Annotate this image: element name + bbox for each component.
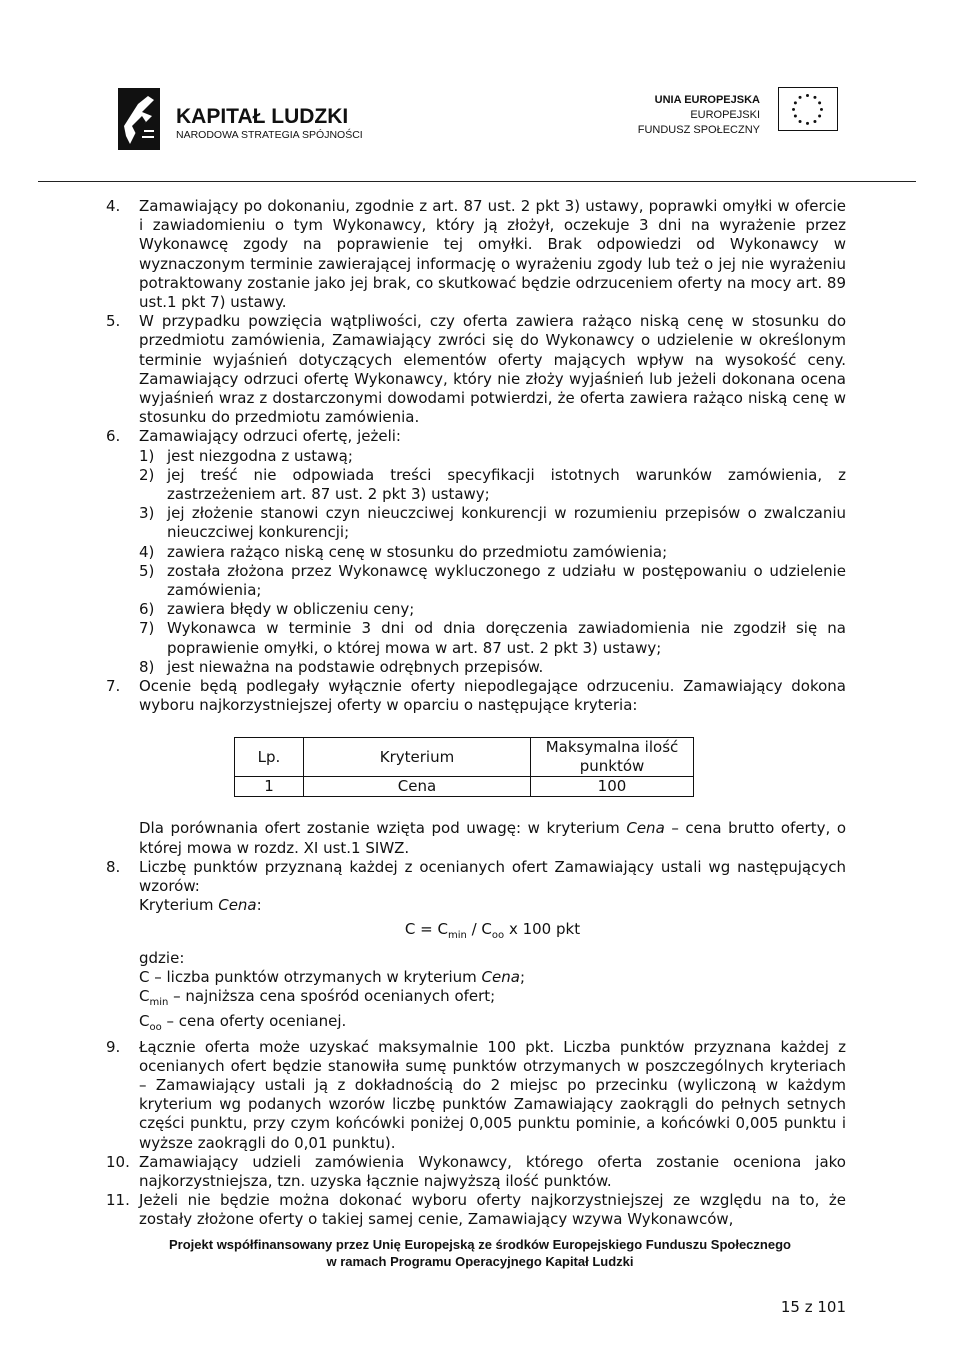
subitem-text: jej złożenie stanowi czyn nieuczciwej konkurencji w rozumieniu przepisów o zwalczaniu nieuczciwej konkurencji; xyxy=(167,504,846,542)
footer-line-2: w ramach Programu Operacyjnego Kapitał Ludzki xyxy=(326,1254,634,1269)
item-8 xyxy=(106,858,846,916)
item-number: 9. xyxy=(106,1037,121,1056)
subitem-1 xyxy=(139,447,846,466)
item-9 xyxy=(106,1038,846,1153)
subitem-number: 3) xyxy=(139,504,155,523)
criterion-label-em: Cena xyxy=(218,896,257,915)
subitem-number: 5) xyxy=(139,561,155,580)
item-number: 8. xyxy=(106,857,121,876)
eu-title: UNIA EUROPEJSKA xyxy=(654,94,760,106)
item-number: 4. xyxy=(106,197,121,215)
item-number: 7. xyxy=(106,677,121,696)
table-header-max-points: Maksymalna ilość punktów xyxy=(531,738,694,777)
subitem-text: została złożona przez Wykonawcę wykluczonego z udziału w postępowaniu o udzielenie zamówienia; xyxy=(167,561,846,600)
subitem-number: 2) xyxy=(139,465,155,484)
page-number: 15 z 101 xyxy=(780,1298,846,1316)
comparison-note xyxy=(106,819,846,857)
subitem-number: 4) xyxy=(139,542,155,561)
note-text-em: Cena xyxy=(626,819,665,838)
definition-coo-c: C xyxy=(139,1012,150,1031)
definition-c-post: ; xyxy=(519,967,526,986)
definition-cmin-c: C xyxy=(139,987,150,1006)
footer xyxy=(0,1236,960,1270)
footer-line-1: Projekt współfinansowany przez Unię Europejską ze środków Europejskiego Funduszu Społecznego xyxy=(169,1237,791,1252)
header-divider xyxy=(38,181,916,182)
gdzie-label: gdzie: xyxy=(139,948,185,967)
item-text: W przypadku powzięcia wątpliwości, czy oferta zawiera rażąco niską cenę w stosunku do przedmiotu zamówienia, Zamawiający zwróci się do Wykonawcy o udzielenie w określonym terminie wyjaśnień dotyczących elementów oferty mających wpływ na wysokość ceny. Zamawiający odrzuci ofertę Wykonawcy, który nie złoży wyjaśnień lub jeżeli dokonana ocena wyjaśnień wraz z dostarczonymi dowodami potwierdzi, że oferta zawiera rażąco niską cenę w stosunku do przedmiotu zamówienia. xyxy=(139,312,846,427)
definition-cmin-text: – najniższa cena spośród ocenianych ofert; xyxy=(168,987,496,1006)
formula-rest: x 100 pkt xyxy=(504,919,581,938)
subitem-text: zawiera błędy w obliczeniu ceny; xyxy=(167,600,415,619)
item-number: 11. xyxy=(106,1191,130,1210)
item-text: Zamawiający po dokonaniu, zgodnie z art. 87 ust. 2 pkt 3) ustawy, poprawki omyłki w ofercie i zawiadomieniu o tym Wykonawcy, który ją złożył, oczekuje 3 dni na wyrażenie przez Wykonawcę zgody na poprawienie tej omyłki. Brak odpowiedzi od Wykonawcy w wyznaczonym terminie zawierającej informację o wyrażeniu zgody lub też o jej nie wyrażeniu potraktowany zostanie jako jej brak, co skutkować będzie odrzuceniem oferty na mocy art. 89 ust.1 pkt 7) ustawy. xyxy=(139,197,846,312)
table-header-criterion: Kryterium xyxy=(304,738,531,777)
formula-slash: / C xyxy=(466,919,492,938)
subitem-number: 7) xyxy=(139,619,155,638)
item-11 xyxy=(106,1191,846,1229)
definition-cmin-sub: min xyxy=(149,997,169,1009)
definition-c-em: Cena xyxy=(481,967,520,986)
subitem-text: jej treść nie odpowiada treści specyfikacji istotnych warunków zamówienia, z zastrzeżeniem art. 87 ust. 2 pkt 3) ustawy; xyxy=(167,465,846,504)
note-text-post: – cena brutto oferty, o której mowa w rozdz. XI ust.1 SIWZ. xyxy=(139,819,846,857)
subitem-text: jest niezgodna z ustawą; xyxy=(167,446,353,465)
item-7 xyxy=(106,677,846,715)
table-row xyxy=(235,777,694,797)
item-text: Jeżeli nie będzie można dokonać wyboru oferty najkorzystniejszej ze względu na to, że zostały złożone oferty o takiej samej cenie, Zamawiający wzywa Wykonawców, xyxy=(139,1191,846,1229)
item-text: Ocenie będą podlegały wyłącznie oferty niepodlegające odrzuceniu. Zamawiający dokona wyboru najkorzystniejszej oferty w oparciu o następujące kryteria: xyxy=(139,677,846,715)
definitions xyxy=(106,949,846,1038)
item-number: 5. xyxy=(106,312,121,331)
subitem-number: 6) xyxy=(139,600,155,619)
kapital-ludzki-subtitle: NARODOWA STRATEGIA SPÓJNOŚCI xyxy=(176,129,363,141)
eu-line2: EUROPEJSKI xyxy=(690,109,760,121)
subitem-number: 1) xyxy=(139,446,155,465)
subitem-2 xyxy=(139,466,846,504)
document-body xyxy=(106,197,846,1230)
definition-coo xyxy=(139,1012,846,1037)
item-number: 6. xyxy=(106,427,121,446)
subitem-number: 8) xyxy=(139,657,155,676)
subitem-4 xyxy=(139,543,846,562)
item-4 xyxy=(106,197,846,312)
definition-cmin xyxy=(139,987,846,1012)
item-number: 10. xyxy=(106,1152,130,1171)
subitem-5 xyxy=(139,562,846,600)
subitem-3 xyxy=(139,504,846,542)
criterion-label-pre: Kryterium xyxy=(139,896,219,915)
definition-coo-sub: oo xyxy=(149,1022,162,1034)
eu-flag-icon xyxy=(778,87,838,131)
item-10 xyxy=(106,1153,846,1191)
subitem-text: jest nieważna na podstawie odrębnych przepisów. xyxy=(167,657,544,676)
criteria-table xyxy=(234,737,694,797)
note-text-pre: Dla porównania ofert zostanie wzięta pod uwagę: w kryterium xyxy=(139,819,627,838)
kapital-ludzki-emblem-icon xyxy=(116,86,162,152)
eu-line3: FUNDUSZ SPOŁECZNY xyxy=(637,124,760,136)
table-header-row xyxy=(235,738,694,777)
criterion-label-post: : xyxy=(256,896,262,915)
item-text: Łącznie oferta może uzyskać maksymalnie 100 pkt. Liczba punktów przyznana każdej z ocenianych ofert będzie stanowiła sumę punktów otrzymanych w poszczególnych kryteriach – Zamawiający ustali ją z dokładnością do 2 miejsc po przecinku (wyliczoną w każdym kryterium wg podanych wzorów liczbę punktów Zamawiający zaokrągli do pełnych setnych części punktu, przy czym końcówki poniżej 0,005 punktu pominie, a końcówki 0,005 punktu i wyższe zaokrągli do 0,01 punktu). xyxy=(139,1037,846,1152)
subitem-7 xyxy=(139,619,846,657)
item-text: Zamawiający udzieli zamówienia Wykonawcy, którego oferta zostanie oceniona jako najkorzystniejsza, tzn. uzyska łącznie najwyższą ilość punktów. xyxy=(139,1152,846,1190)
definition-coo-text: – cena oferty ocenianej. xyxy=(161,1012,347,1031)
table-cell-criterion: Cena xyxy=(304,777,531,797)
definition-c xyxy=(139,968,846,987)
table-cell-max-points: 100 xyxy=(531,777,694,797)
item-5 xyxy=(106,312,846,427)
definition-c-pre: C – liczba punktów otrzymanych w kryterium xyxy=(139,967,482,986)
price-formula xyxy=(106,920,846,945)
table-header-lp: Lp. xyxy=(235,738,304,777)
kapital-ludzki-title: KAPITAŁ LUDZKI xyxy=(176,105,349,128)
criterion-label xyxy=(139,896,846,915)
item-text: Zamawiający odrzuci ofertę, jeżeli: xyxy=(139,427,401,446)
subitem-text: zawiera rażąco niską cenę w stosunku do przedmiotu zamówienia; xyxy=(167,542,668,561)
formula-oo-sub: oo xyxy=(491,929,505,941)
table-cell-lp: 1 xyxy=(235,777,304,797)
item-text: Liczbę punktów przyznaną każdej z ocenianych ofert Zamawiający ustali wg następujących wzorów: xyxy=(139,857,846,896)
formula-c: C = C xyxy=(404,919,448,938)
formula-min-sub: min xyxy=(447,929,467,941)
item-6 xyxy=(106,427,846,677)
subitem-6 xyxy=(139,600,846,619)
subitem-8 xyxy=(139,658,846,677)
subitem-text: Wykonawca w terminie 3 dni od dnia doręczenia zawiadomienia nie zgodził się na poprawienie omyłki, o której mowa w art. 87 ust. 2 pkt 3) ustawy; xyxy=(167,619,846,657)
